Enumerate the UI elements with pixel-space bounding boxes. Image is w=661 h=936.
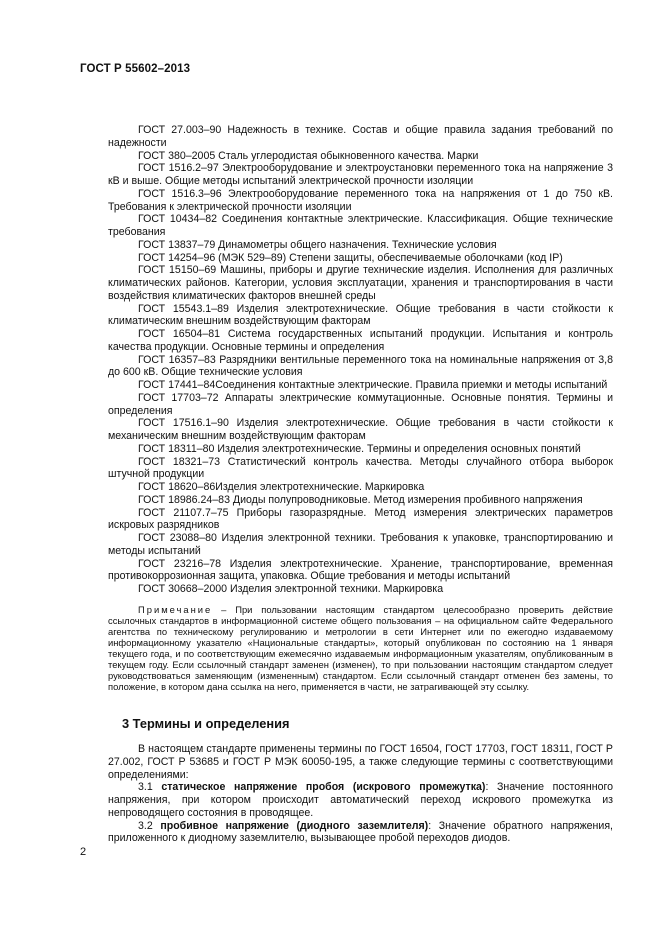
section-title: 3 Термины и определения <box>122 716 290 731</box>
document-header: ГОСТ Р 55602–2013 <box>80 63 191 75</box>
reference-item: ГОСТ 16504–81 Система государственных испытаний продукции. Испытания и контроль качества продукции. Основные термины и определения <box>108 328 613 353</box>
note-text: – При пользовании настоящим стандартом целесообразно проверить действие ссылочных стандартов в информационной системе общего пользования – на официальном сайте Федерального агентства по техническому регулированию и метрологии в сети Интернет или по ежегодно издаваемому информационному указателю «Национальные стандарты», который опубликован по состоянию на 1 января текущего года, и по соответствующим ежемесячно издаваемым информационным указателям, опубликованным в текущем году. Если ссылочный стандарт заменен (изменен), то при пользовании настоящим стандартом следует руководствоваться заменяющим (измененным) стандартом. Если ссылочный стандарт отменен без замены, то положение, в котором дана ссылка на него, применяется в части, не затрагивающей эту ссылку. <box>108 604 613 692</box>
term-number: 3.1 <box>138 781 162 794</box>
note-label: Примечание <box>138 604 213 615</box>
section-intro: В настоящем стандарте применены термины по ГОСТ 16504, ГОСТ 17703, ГОСТ 18311, ГОСТ Р 27.002, ГОСТ Р 53685 и ГОСТ Р МЭК 60050-195, а также следующие термины с соответствующими определениями: <box>108 743 613 781</box>
reference-item: ГОСТ 18620–86Изделия электротехнические. Маркировка <box>138 481 425 493</box>
reference-item: ГОСТ 15150–69 Машины, приборы и другие технические изделия. Исполнения для различных климатических районов. Категории, условия эксплуатации, хранения и транспортирования в части воздействия климатических факторов внешней среды <box>108 264 613 302</box>
reference-item: ГОСТ 17516.1–90 Изделия электротехнические. Общие требования в части стойкости к механическим внешним воздействующим факторам <box>108 417 613 442</box>
page-number: 2 <box>80 846 87 858</box>
reference-item: ГОСТ 380–2005 Сталь углеродистая обыкновенного качества. Марки <box>138 149 479 162</box>
term-number: 3.2 <box>138 819 161 832</box>
reference-item: ГОСТ 15543.1–89 Изделия электротехнические. Общие требования в части стойкости к климатическим внешним воздействующим факторам <box>108 302 613 328</box>
reference-item: ГОСТ 30668–2000 Изделия электронной техники. Маркировка <box>138 583 444 595</box>
term-name: пробивное напряжение (диодного заземлителя) <box>160 819 429 832</box>
reference-item: ГОСТ 10434–82 Соединения контактные электрические. Классификация. Общие технические требования <box>108 213 613 238</box>
reference-item: ГОСТ 16357–83 Разрядники вентильные переменного тока на номинальные напряжения от 3,8 до 600 кВ. Общие технические условия <box>108 353 613 379</box>
reference-item: ГОСТ 18986.24–83 Диоды полупроводниковые. Метод измерения пробивного напряжения <box>138 493 583 506</box>
section-body <box>108 743 613 845</box>
note-block <box>108 604 613 692</box>
reference-item: ГОСТ 1516.2–97 Электрооборудование и электроустановки переменного тока на напряжение 3 кВ и выше. Общие методы испытаний электрической прочности изоляции <box>108 162 613 187</box>
reference-item: ГОСТ 18321–73 Статистический контроль качества. Методы случайного отбора выборок штучной продукции <box>108 455 613 481</box>
reference-item: ГОСТ 27.003–90 Надежность в технике. Состав и общие правила задания требований по надежности <box>108 124 613 149</box>
term-name: статическое напряжение пробоя (искрового промежутка) <box>161 781 486 794</box>
reference-item: ГОСТ 23088–80 Изделия электронной техники. Требования к упаковке, транспортированию и методы испытаний <box>108 532 613 557</box>
reference-item: ГОСТ 1516.3–96 Электрооборудование переменного тока на напряжения от 1 до 750 кВ. Требования к электрической прочности изоляции <box>108 187 613 213</box>
term-text: : Значение обратного напряжения, приложенного к диодному заземлителю, вызывающее пробой переходов диодов. <box>108 819 613 845</box>
term-definition <box>108 820 613 846</box>
normative-references-list <box>108 124 613 596</box>
reference-item: ГОСТ 18311–80 Изделия электротехнические. Термины и определения основных понятий <box>138 442 581 455</box>
reference-item: ГОСТ 17441–84Соединения контактные электрические. Правила приемки и методы испытаний <box>138 379 608 391</box>
reference-item: ГОСТ 21107.7–75 Приборы газоразрядные. Метод измерения электрических параметров искровых разрядников <box>108 506 613 532</box>
reference-item: ГОСТ 23216–78 Изделия электротехнические. Хранение, транспортирование, временная противокоррозионная защита, упаковка. Общие требования и методы испытаний <box>108 557 613 583</box>
reference-item: ГОСТ 13837–79 Динамометры общего назначения. Технические условия <box>138 238 497 251</box>
reference-item: ГОСТ 17703–72 Аппараты электрические коммутационные. Основные понятия. Термины и определения <box>108 391 613 417</box>
term-text: : Значение постоянного напряжения, при котором происходит автоматический переход искрового промежутка из непроводящего состояния в проводящее. <box>108 781 613 819</box>
term-definition <box>108 781 613 819</box>
reference-item: ГОСТ 14254–96 (МЭК 529–89) Степени защиты, обеспечиваемые оболочками (код IP) <box>138 251 563 264</box>
